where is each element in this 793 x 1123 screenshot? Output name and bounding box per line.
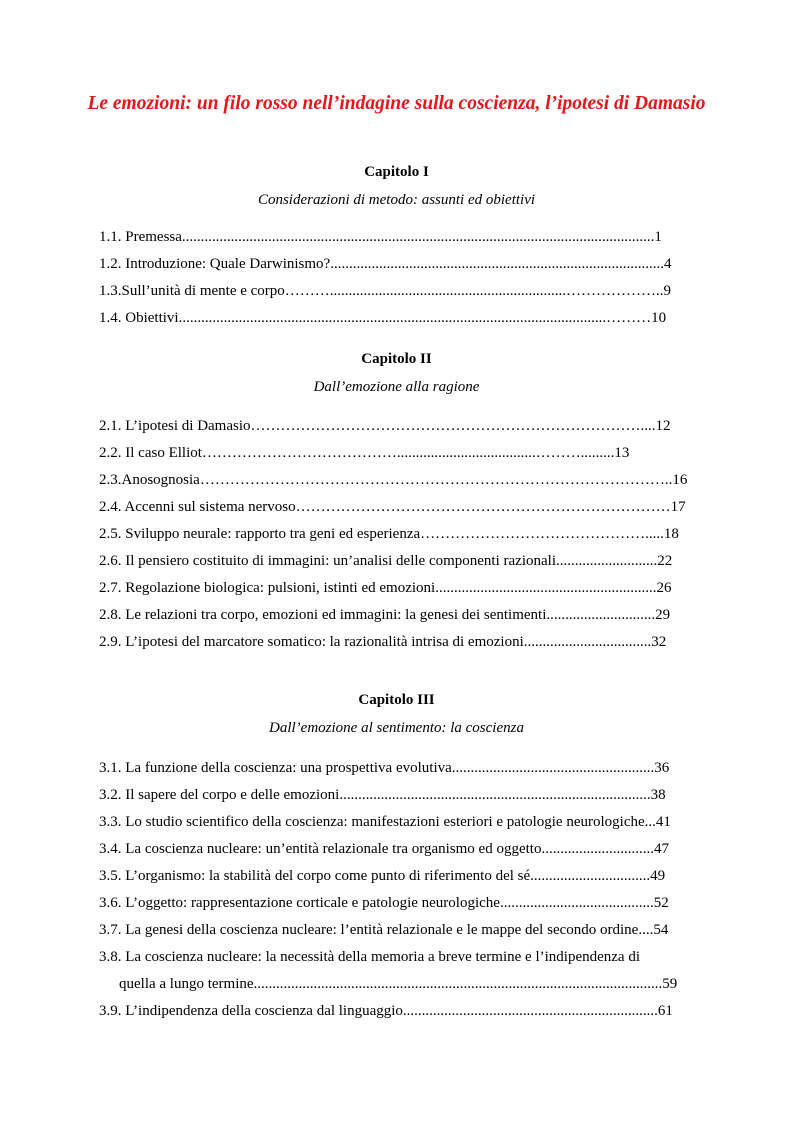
toc-entry[interactable]: 2.2. Il caso Elliot………………………………….....................................……….........13 (99, 445, 630, 461)
toc-entry[interactable]: 3.3. Lo studio scientifico della coscienza: manifestazioni esteriori e patologie neurologiche...41 (99, 814, 671, 830)
toc-entry[interactable]: 3.6. L’oggetto: rappresentazione corticale e patologie neurologiche.........................................52 (99, 895, 669, 911)
toc-entry[interactable]: 2.9. L’ipotesi del marcatore somatico: la razionalità intrisa di emozioni..................................32 (99, 634, 667, 650)
toc-entry[interactable]: 1.1. Premessa..............................................................................................................................1 (99, 229, 662, 245)
chapter-title: Capitolo II (361, 351, 432, 367)
chapter-2-heading (0, 351, 793, 396)
toc-entry-first-line: 3.8. La coscienza nucleare: la necessità della memoria a breve termine e l’indipendenza di (99, 949, 640, 965)
toc-entry[interactable]: 2.6. Il pensiero costituito di immagini: un’analisi delle componenti razionali...........................22 (99, 553, 673, 569)
chapter-1-heading (0, 164, 793, 209)
toc-entry[interactable]: 3.1. La funzione della coscienza: una prospettiva evolutiva......................................................36 (99, 760, 670, 776)
chapter-title: Capitolo III (358, 692, 435, 708)
chapter-subtitle: Dall’emozione alla ragione (313, 379, 480, 395)
toc-entry[interactable]: 2.8. Le relazioni tra corpo, emozioni ed immagini: la genesi dei sentimenti.............................29 (99, 607, 671, 623)
chapter-title: Capitolo I (364, 164, 429, 180)
chapter-1-toc (99, 228, 713, 336)
toc-entry-continuation: quella a lungo termine.............................................................................................................59 (119, 976, 678, 992)
toc-entry[interactable]: 3.9. L’indipendenza della coscienza dal linguaggio....................................................................61 (99, 1003, 673, 1019)
toc-entry[interactable]: 1.3.Sull’unità di mente e corpo………...............................................................………………..9 (99, 283, 672, 299)
toc-entry[interactable]: 1.4. Obiettivi..................................................................................................................………10 (99, 310, 667, 326)
chapter-3-toc (99, 759, 713, 1029)
chapter-subtitle: Considerazioni di metodo: assunti ed obiettivi (257, 192, 536, 208)
toc-entry[interactable]: 3.5. L’organismo: la stabilità del corpo come punto di riferimento del sé................................49 (99, 868, 666, 884)
toc-entry[interactable]: 2.7. Regolazione biologica: pulsioni, istinti ed emozioni...........................................................26 (99, 580, 672, 596)
toc-entry[interactable]: 2.1. L’ipotesi di Damasio……………………………………………………………………....12 (99, 418, 671, 434)
toc-entry-multiline[interactable] (99, 948, 713, 1002)
toc-entry[interactable]: 3.7. La genesi della coscienza nucleare: l’entità relazionale e le mappe del secondo ordine....54 (99, 922, 669, 938)
toc-entry[interactable]: 2.4. Accenni sul sistema nervoso…………………………………………………………………17 (99, 499, 686, 515)
chapter-3-heading (0, 692, 793, 737)
toc-entry[interactable]: 3.2. Il sapere del corpo e delle emozioni...................................................................................38 (99, 787, 666, 803)
toc-entry[interactable]: 2.5. Sviluppo neurale: rapporto tra geni ed esperienza……………………………………….....18 (99, 526, 679, 542)
toc-entry[interactable]: 1.2. Introduzione: Quale Darwinismo?.........................................................................................4 (99, 256, 672, 272)
chapter-subtitle: Dall’emozione al sentimento: la coscienza (269, 720, 524, 736)
chapter-2-toc (99, 417, 713, 660)
document-title: Le emozioni: un filo rosso nell’indagine sulla coscienza, l’ipotesi di Damasio (87, 93, 706, 114)
toc-entry[interactable]: 3.4. La coscienza nucleare: un’entità relazionale tra organismo ed oggetto..............................47 (99, 841, 669, 857)
toc-entry[interactable]: 2.3.Anosognosia…………………………………………………………………………………..16 (99, 472, 688, 488)
